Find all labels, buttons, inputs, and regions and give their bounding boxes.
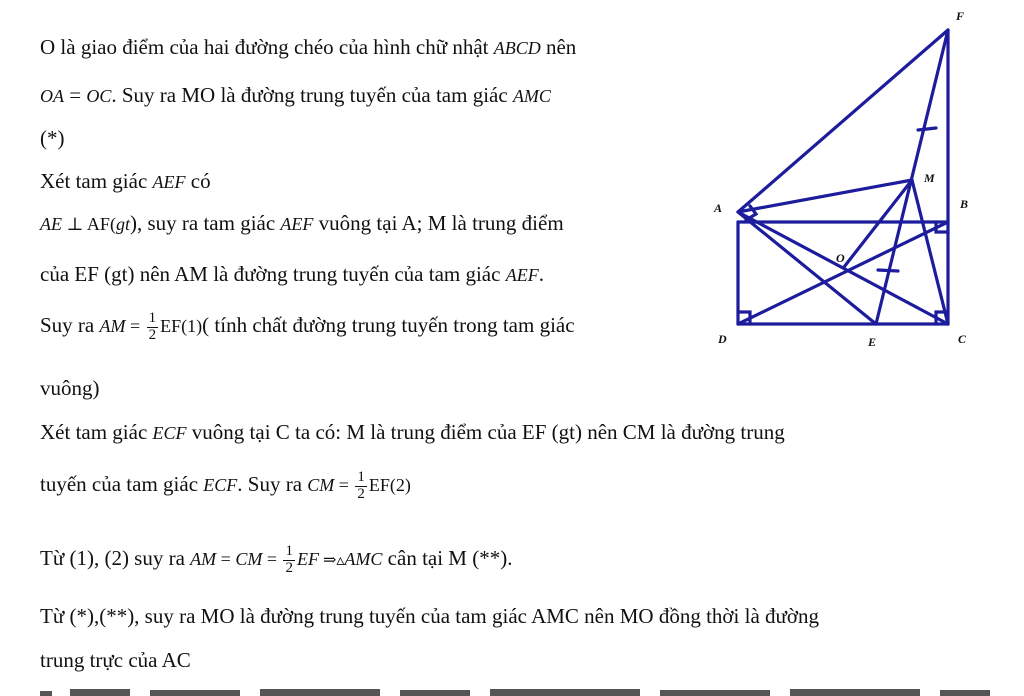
tick-mark [918, 128, 936, 130]
line-13: trung trực của AC [40, 648, 191, 672]
line-6: của EF (gt) nên AM là đường trung tuyến của tam giác AEF. [40, 262, 544, 286]
line-7: Suy ra AM = $\frac{1}{2}$ EF(1)( tính chất đường trung tuyến trong tam giác [40, 310, 575, 343]
line-11: Từ (1), (2) suy ra AM = CM = $\frac{1}{2}$ EF ⇒▵AMC cân tại M (**). [40, 543, 513, 576]
line-4: Xét tam giác AEF có [40, 169, 211, 193]
line-1: O là giao điểm của hai đường chéo của hình chữ nhật ABCD nên [40, 35, 577, 59]
label-M: M [924, 171, 935, 185]
line-2: OA = OC. Suy ra MO là đường trung tuyến của tam giác AMC [40, 83, 551, 107]
line-5: AE ⊥ AF(gt), suy ra tam giác AEF vuông tại A; M là trung điểm [40, 211, 564, 235]
line-10: tuyến của tam giác ECF. Suy ra CM = $\frac{1}{2}$ EF(2) [40, 469, 411, 502]
label-C: C [958, 332, 967, 346]
tick-mark [878, 270, 898, 271]
segment-MC [912, 180, 948, 324]
label-B: B [960, 197, 969, 211]
segment-AF [738, 30, 948, 212]
label-E: E [868, 335, 877, 349]
geometry-figure [704, 0, 1004, 360]
fraction-half: $\frac{1}{2}$ [357, 469, 365, 502]
label-F: F [956, 9, 965, 23]
fraction-half: $\frac{1}{2}$ [148, 310, 157, 343]
cropped-next-line [0, 684, 1024, 696]
label-O: O [836, 251, 845, 265]
label-D: D [718, 332, 727, 346]
line-8: vuông) [40, 376, 100, 400]
line-3: (*) [40, 126, 65, 150]
segment-AM [738, 180, 912, 212]
fraction-half: $\frac{1}{2}$ [285, 543, 293, 576]
label-A: A [714, 201, 723, 215]
line-12: Từ (*),(**), suy ra MO là đường trung tuyến của tam giác AMC nên MO đồng thời là đường [40, 604, 819, 628]
line-9: Xét tam giác ECF vuông tại C ta có: M là trung điểm của EF (gt) nên CM là đường trung [40, 420, 785, 444]
